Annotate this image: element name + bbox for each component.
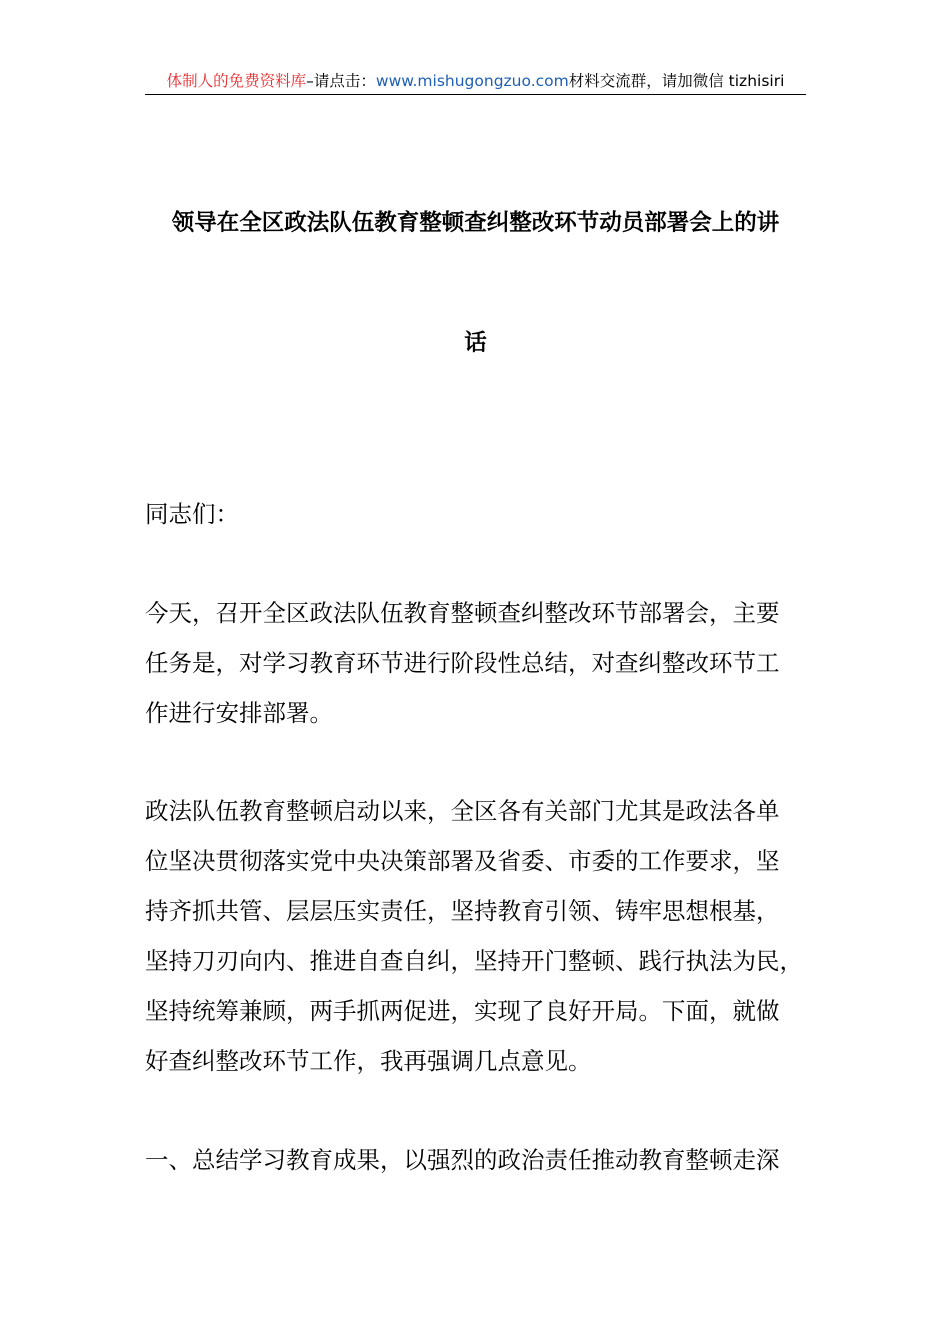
header-link[interactable]: www.mishugongzuo.com xyxy=(375,72,569,90)
paragraph-2-line: 持齐抓共管、层层压实责任，坚持教育引领、铸牢思想根基， xyxy=(145,897,780,925)
paragraph-2-line: 政法队伍教育整顿启动以来，全区各有关部门尤其是政法各单 xyxy=(145,797,780,825)
document-title-line-1: 领导在全区政法队伍教育整顿查纠整改环节动员部署会上的讲 xyxy=(171,210,780,236)
salutation: 同志们： xyxy=(145,500,239,528)
paragraph-2 xyxy=(145,786,806,1086)
header-prompt: –请点击： xyxy=(306,72,376,90)
section-heading-1: 一、总结学习教育成果，以强烈的政治责任推动教育整顿走深 xyxy=(145,1146,780,1174)
paragraph-1 xyxy=(145,588,806,738)
document-title-line-2: 话 xyxy=(464,330,487,356)
paragraph-1-line: 今天，召开全区政法队伍教育整顿查纠整改环节部署会，主要 xyxy=(145,599,780,627)
paragraph-2-line: 位坚决贯彻落实党中央决策部署及省委、市委的工作要求，坚 xyxy=(145,847,780,875)
page-header xyxy=(145,68,806,95)
header-brand: 体制人的免费资料库 xyxy=(166,72,307,90)
paragraph-1-line: 作进行安排部署。 xyxy=(145,699,333,727)
paragraph-2-line: 坚持统筹兼顾，两手抓两促进，实现了良好开局。下面，就做 xyxy=(145,997,780,1025)
paragraph-1-line: 任务是，对学习教育环节进行阶段性总结，对查纠整改环节工 xyxy=(145,649,780,677)
header-tail: 材料交流群，请加微信 tizhisiri xyxy=(568,72,785,90)
paragraph-2-line: 好查纠整改环节工作，我再强调几点意见。 xyxy=(145,1047,592,1075)
paragraph-2-line: 坚持刀刃向内、推进自查自纠，坚持开门整顿、践行执法为民， xyxy=(145,947,803,975)
